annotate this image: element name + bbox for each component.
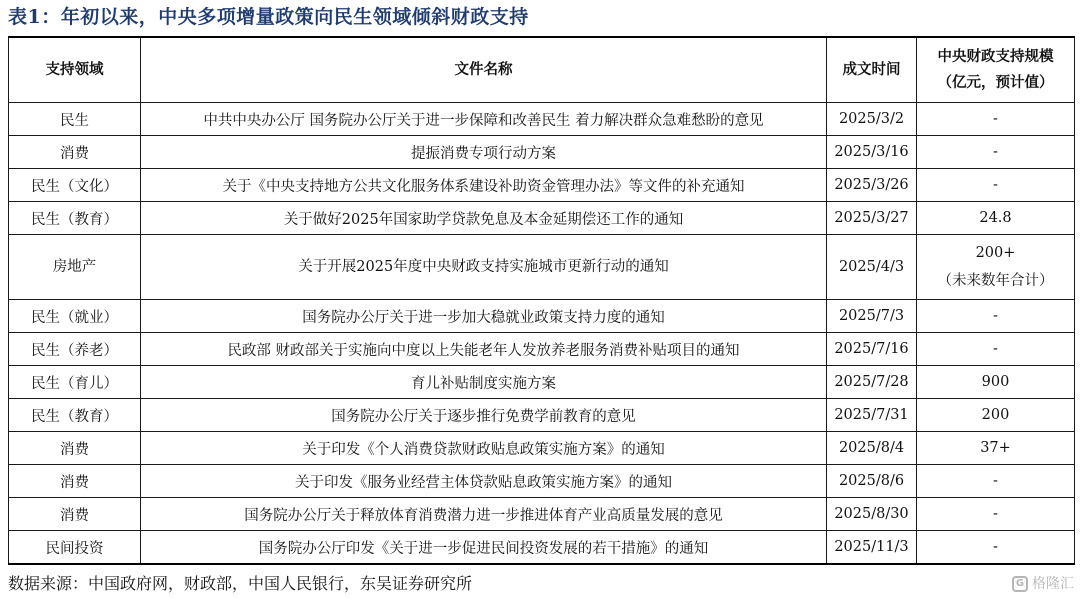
cell-doc: 关于《中央支持地方公共文化服务体系建设补助资金管理办法》等文件的补充通知 — [141, 169, 827, 202]
cell-date: 2025/7/3 — [827, 300, 917, 333]
cell-date: 2025/4/3 — [827, 235, 917, 300]
cell-scale: 37+ — [917, 432, 1075, 465]
cell-field: 民间投资 — [9, 531, 141, 565]
cell-field: 民生（养老） — [9, 333, 141, 366]
watermark-text: 格隆汇 — [1032, 576, 1074, 592]
header-scale-line2: （亿元，预计值） — [937, 74, 1054, 91]
table-row — [9, 366, 1075, 399]
cell-scale: - — [917, 169, 1075, 202]
table-row — [9, 202, 1075, 235]
cell-field: 消费 — [9, 465, 141, 498]
cell-field: 民生（就业） — [9, 300, 141, 333]
cell-doc: 民政部 财政部关于实施向中度以上失能老年人发放养老服务消费补贴项目的通知 — [141, 333, 827, 366]
cell-doc: 国务院办公厅关于逐步推行免费学前教育的意见 — [141, 399, 827, 432]
table-row — [9, 300, 1075, 333]
table-row — [9, 169, 1075, 202]
cell-date: 2025/7/28 — [827, 366, 917, 399]
cell-date: 2025/8/30 — [827, 498, 917, 531]
cell-field: 消费 — [9, 498, 141, 531]
cell-doc: 关于开展2025年度中央财政支持实施城市更新行动的通知 — [141, 235, 827, 300]
cell-doc: 中共中央办公厅 国务院办公厅关于进一步保障和改善民生 着力解决群众急难愁盼的意见 — [141, 103, 827, 136]
cell-date: 2025/3/27 — [827, 202, 917, 235]
cell-doc: 国务院办公厅印发《关于进一步促进民间投资发展的若干措施》的通知 — [141, 531, 827, 565]
cell-doc: 关于印发《个人消费贷款财政贴息政策实施方案》的通知 — [141, 432, 827, 465]
header-date: 成文时间 — [827, 37, 917, 103]
header-field: 支持领域 — [9, 37, 141, 103]
table-row — [9, 531, 1075, 565]
cell-field: 消费 — [9, 432, 141, 465]
table-row — [9, 465, 1075, 498]
policy-table — [8, 36, 1075, 565]
table-row — [9, 333, 1075, 366]
header-row — [9, 37, 1075, 103]
cell-field: 消费 — [9, 136, 141, 169]
cell-field: 房地产 — [9, 235, 141, 300]
cell-field: 民生 — [9, 103, 141, 136]
cell-scale: 24.8 — [917, 202, 1075, 235]
cell-doc: 国务院办公厅关于进一步加大稳就业政策支持力度的通知 — [141, 300, 827, 333]
cell-scale-value: 200+ — [975, 245, 1016, 261]
cell-doc: 关于印发《服务业经营主体贷款贴息政策实施方案》的通知 — [141, 465, 827, 498]
cell-date: 2025/3/2 — [827, 103, 917, 136]
table-row — [9, 136, 1075, 169]
cell-date: 2025/8/4 — [827, 432, 917, 465]
cell-date: 2025/8/6 — [827, 465, 917, 498]
cell-date: 2025/3/16 — [827, 136, 917, 169]
header-doc: 文件名称 — [141, 37, 827, 103]
cell-scale: - — [917, 333, 1075, 366]
gelonghui-logo-icon: G — [1012, 576, 1028, 592]
cell-scale: 200 — [917, 399, 1075, 432]
cell-date: 2025/3/26 — [827, 169, 917, 202]
cell-scale-note: （未来数年合计） — [937, 273, 1054, 289]
cell-field: 民生（教育） — [9, 399, 141, 432]
cell-doc: 提振消费专项行动方案 — [141, 136, 827, 169]
table-title: 表1：年初以来，中央多项增量政策向民生领域倾斜财政支持 — [8, 6, 529, 28]
table-row — [9, 235, 1075, 300]
cell-scale: - — [917, 531, 1075, 565]
table-row — [9, 399, 1075, 432]
cell-scale: - — [917, 465, 1075, 498]
header-scale-line1: 中央财政支持规模 — [937, 48, 1054, 65]
cell-scale: 900 — [917, 366, 1075, 399]
cell-doc: 国务院办公厅关于释放体育消费潜力进一步推进体育产业高质量发展的意见 — [141, 498, 827, 531]
cell-date: 2025/11/3 — [827, 531, 917, 565]
cell-doc: 关于做好2025年国家助学贷款免息及本金延期偿还工作的通知 — [141, 202, 827, 235]
cell-scale: - — [917, 103, 1075, 136]
watermark — [1012, 573, 1074, 595]
cell-date: 2025/7/16 — [827, 333, 917, 366]
table-row — [9, 498, 1075, 531]
data-source-note: 数据来源：中国政府网，财政部，中国人民银行，东吴证券研究所 — [8, 574, 473, 593]
cell-scale: - — [917, 300, 1075, 333]
table-row — [9, 432, 1075, 465]
header-scale — [917, 37, 1075, 103]
cell-field: 民生（文化） — [9, 169, 141, 202]
cell-doc: 育儿补贴制度实施方案 — [141, 366, 827, 399]
cell-field: 民生（教育） — [9, 202, 141, 235]
cell-scale: - — [917, 136, 1075, 169]
cell-scale: - — [917, 498, 1075, 531]
cell-field: 民生（育儿） — [9, 366, 141, 399]
cell-date: 2025/7/31 — [827, 399, 917, 432]
cell-scale — [917, 235, 1075, 300]
table-row — [9, 103, 1075, 136]
